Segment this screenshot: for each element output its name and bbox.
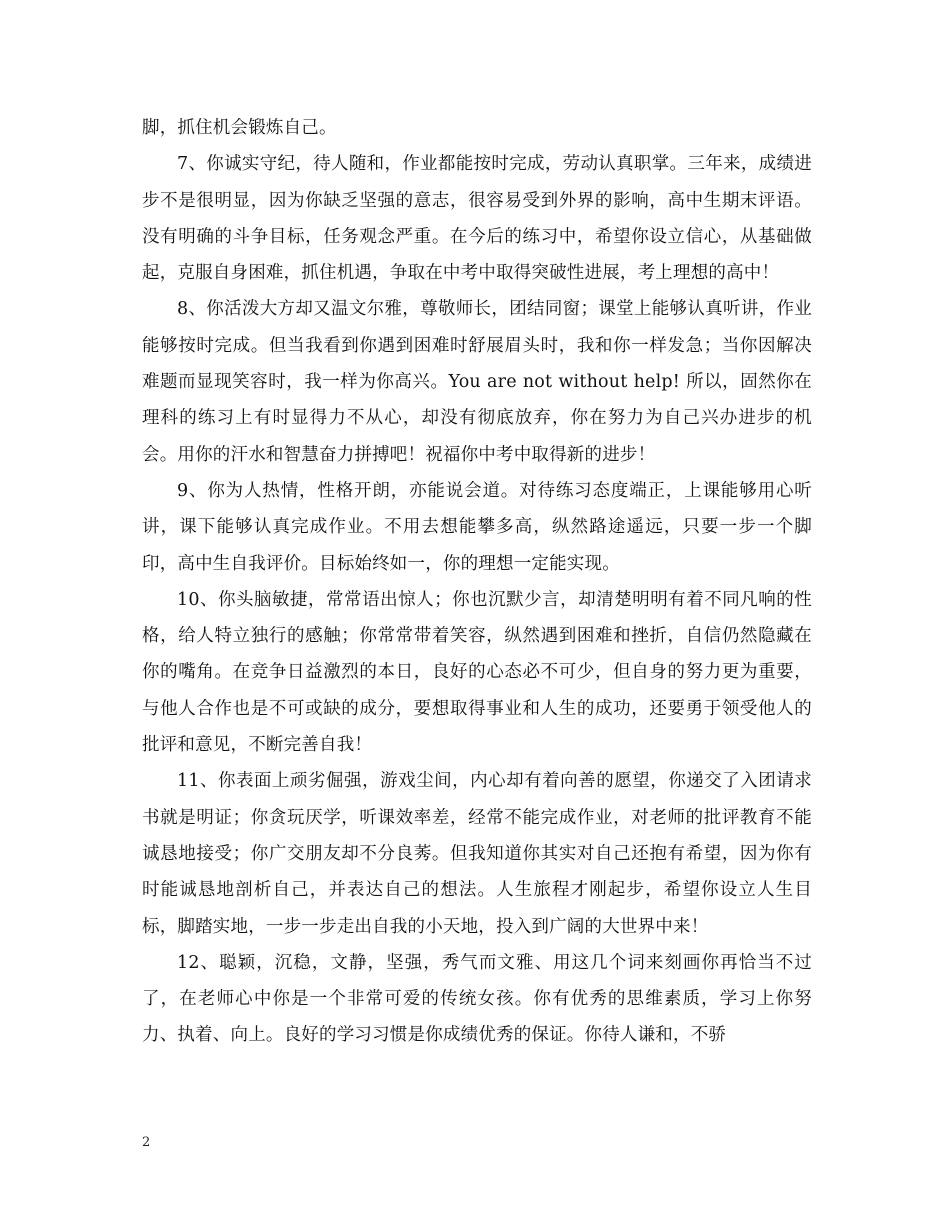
paragraph-comment-7: 7、你诚实守纪，待人随和，作业都能按时完成，劳动认真职掌。三年来，成绩进步不是很明显，因为你缺乏坚强的意志，很容易受到外界的影响，高中生期末评语。没有明确的斗争目标，任务观念严重。在今后的练习中，希望你设立信心，从基础做起，克服自身困难，抓住机遇，争取在中考中取得突破性进展，考上理想的高中！ [142, 154, 812, 284]
document-body [142, 110, 812, 1054]
paragraph-comment-9: 9、你为人热情，性格开朗，亦能说会道。对待练习态度端正，上课能够用心听讲，课下能够认真完成作业。不用去想能攀多高，纵然路途遥远，只要一步一个脚印，高中生自我评价。目标始终如一，你的理想一定能实现。 [142, 480, 812, 574]
paragraph-comment-12: 12、聪颖，沉稳，文静，坚强，秀气而文雅、用这几个词来刻画你再恰当不过了，在老师心中你是一个非常可爱的传统女孩。你有优秀的思维素质，学习上你努力、执着、向上。良好的学习习惯是你成绩优秀的保证。你待人谦和，不骄 [142, 952, 812, 1046]
page-number: 2 [142, 1135, 151, 1150]
paragraph-comment-10: 10、你头脑敏捷，常常语出惊人；你也沉默少言，却清楚明明有着不同凡响的性格，给人特立独行的感触；你常常带着笑容，纵然遇到困难和挫折，自信仍然隐藏在你的嘴角。在竞争日益激烈的本日，良好的心态必不可少，但自身的努力更为重要，与他人合作也是不可或缺的成分，要想取得事业和人生的成功，还要勇于领受他人的批评和意见，不断完善自我！ [142, 589, 812, 756]
paragraph-continuation: 脚，抓住机会锻炼自己。 [142, 118, 337, 138]
paragraph-comment-11: 11、你表面上顽劣倔强，游戏尘间，内心却有着向善的愿望，你递交了入团请求书就是明证；你贪玩厌学，听课效率差，经常不能完成作业，对老师的批评教育不能诚恳地接受；你广交朋友却不分良莠。但我知道你其实对自己还抱有希望，因为你有时能诚恳地剖析自己，并表达自己的想法。人生旅程才刚起步，希望你设立人生目标，脚踏实地，一步一步走出自我的小天地，投入到广阔的大世界中来！ [142, 771, 812, 937]
paragraph-comment-8: 8、你活泼大方却又温文尔雅，尊敬师长，团结同窗；课堂上能够认真听讲，作业能够按时完成。但当我看到你遇到困难时舒展眉头时，我和你一样发急；当你因解决难题而显现笑容时，我一样为你高兴。You are not without help! 所以，固然你在理科的练习上有时显得力不从心，却没有彻底放弃，你在努力为自己兴办进步的机会。用你的汗水和智慧奋力拼搏吧！祝福你中考中取得新的进步！ [142, 299, 812, 465]
